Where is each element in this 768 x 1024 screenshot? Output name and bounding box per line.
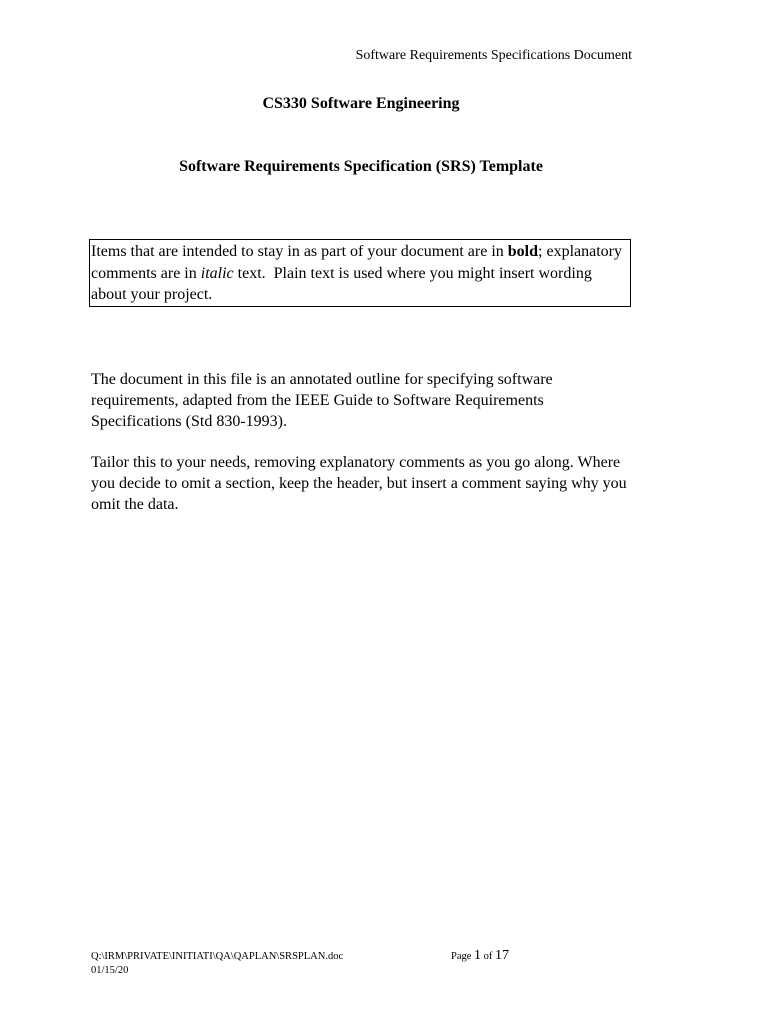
legend-italic-word: italic bbox=[200, 264, 234, 282]
instructions-paragraph: Tailor this to your needs, removing explanatory comments as you go along. Where you decide to omit a section, keep the header, but insert a comment saying why you omit the data. bbox=[91, 454, 627, 513]
page-of: of bbox=[481, 951, 496, 962]
footer-page-number bbox=[451, 947, 509, 966]
legend-bold-word: bold bbox=[507, 243, 539, 260]
page-total: 17 bbox=[495, 948, 510, 963]
legend-text-1: Items that are intended to stay in as part of your document are in bbox=[91, 243, 508, 260]
footer-date: 01/15/20 bbox=[91, 965, 129, 976]
legend-text-3: text. Plain text is used where you might insert wording about your project. bbox=[91, 264, 596, 303]
page-label: Page bbox=[451, 951, 475, 962]
course-title: CS330 Software Engineering bbox=[262, 95, 460, 112]
formatting-legend-box bbox=[89, 239, 631, 307]
intro-paragraph: The document in this file is an annotated outline for specifying software requirements, adapted from the IEEE Guide to Software Requirements Specifications (Std 830-1993). bbox=[91, 371, 553, 430]
running-header: Software Requirements Specifications Document bbox=[355, 48, 632, 63]
footer-file-path: Q:\IRM\PRIVATE\INITIATI\QA\QAPLAN\SRSPLAN.doc bbox=[91, 951, 344, 962]
legend-text-2: ; explanatory comments are in bbox=[91, 243, 626, 282]
document-title: Software Requirements Specification (SRS) Template bbox=[179, 158, 543, 175]
page-current: 1 bbox=[474, 948, 482, 963]
